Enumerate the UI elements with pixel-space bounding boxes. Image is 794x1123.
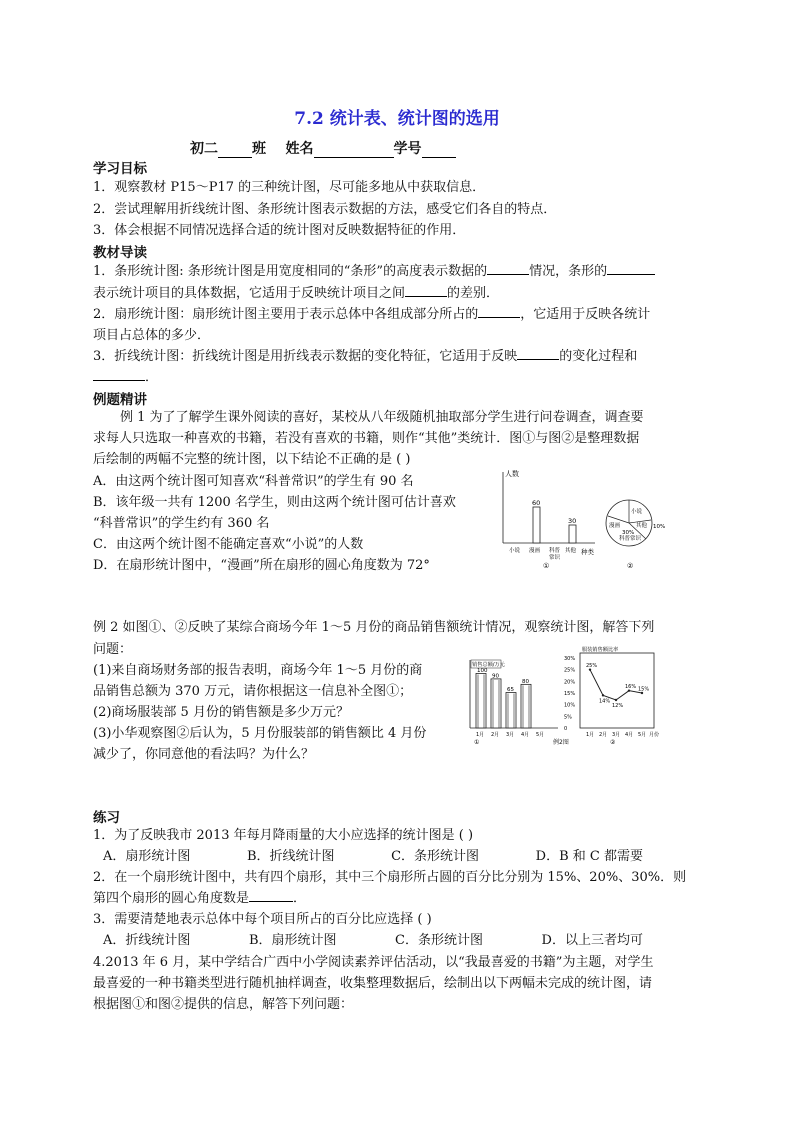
answer-blank [93,368,145,381]
category-label: 科普 [549,548,561,554]
y-tick-label: 25% [564,667,576,674]
ex1-bar-figure [493,466,605,570]
ex2-figure-caption: 例2图 [553,739,569,746]
guide-line-1 [93,262,655,281]
data-point [615,699,617,701]
data-label: 15% [638,686,650,693]
category-label: 其他 [565,548,577,554]
category-label: 2月 [599,732,608,738]
option-d: D．以上三者均可 [541,933,643,948]
bar-value-label: 30 [568,517,577,525]
chart-caption: ① [474,739,480,744]
category-label: 3月 [612,732,621,738]
ex1-option-c: C．由这两个统计图不能确定喜欢“小说”的人数 [93,537,364,552]
answer-blank [487,262,529,275]
name-label: 姓名 [285,141,314,157]
option-d: D．B 和 C 都需要 [535,849,643,864]
bar [476,673,486,728]
question-text: 第四个扇形的圆心角度数是 [93,891,250,906]
category-label: 5月 [638,732,647,738]
practice-q2b [93,889,306,908]
bar-value-label: 100 [477,667,488,674]
bar-value-label: 65 [507,687,514,694]
practice-q4a: 4.2013 年 6 月，某中学结合广西中小学阅读素养评估活动，以“我最喜爱的书籍”为主题，对学生 [93,955,654,970]
caption: ① [543,562,550,570]
practice-q2a: 2．在一个扇形统计图中，共有四个扇形，其中三个扇形所占圆的百分比分别为 15%、20%、30%．则 [93,870,687,885]
ex2-q1a: (1)来自商场财务部的报告表明，商场今年 1～5 月份的商 [93,663,423,678]
section-guide: 教材导读 [93,245,147,261]
x-axis-label: 月份 [649,732,660,738]
pie-divider [608,516,629,523]
bar [491,679,501,728]
ex2-q3a: (3)小华观察图②后认为，5 月份服装部的销售额比 4 月份 [93,726,427,741]
y-tick-label: 10% [564,702,576,709]
ex1-line-2: 求每人只选取一种喜欢的书籍，若没有喜欢的书籍，则作“其他”类统计．图①与图②是整理数据 [93,431,640,446]
answer-blank [405,284,447,297]
answer-blank [478,305,520,318]
guide-text: 的差别． [447,286,500,301]
guide-text: 3．折线统计图：折线统计图是用折线表示数据的变化特征，它适用于反映 [93,349,518,364]
guide-text: 情况，条形的 [529,264,608,279]
pie-label: 其他 [636,523,648,529]
category-label: 4月 [521,732,530,738]
guide-line-2 [93,284,499,303]
chart-title: 服装销售额比率 [582,647,619,653]
data-label: 12% [612,703,624,709]
option-c: C．条形统计图 [395,933,483,948]
bar-value-label: 90 [492,673,499,680]
answer-blank [249,889,293,902]
category-label: 1月 [586,732,595,738]
ex1-pie-figure [596,490,676,570]
option-a: A．扇形统计图 [103,849,191,864]
answer-blank [517,347,559,360]
ex1-line-1: 例 1 为了了解学生课外阅读的喜好，某校从八年级随机抽取部分学生进行问卷调查，调查要 [120,410,644,425]
practice-q3: 3．需要清楚地表示总体中每个项目所占的百分比应选择 ( ) [93,912,432,927]
category-label: 2月 [491,732,500,738]
y-tick-label: 20% [564,679,576,686]
practice-q3-options [103,931,643,950]
ex2-line-1: 例 2 如图①、②反映了某综合商场今年 1～5 月份的商品销售额统计情况，观察统计图，解答下列 [93,620,655,635]
section-goals: 学习目标 [93,161,147,177]
id-label: 学号 [393,141,422,157]
category-label: 4月 [625,732,634,738]
bar-value-label: 80 [522,678,529,685]
data-label: 25% [586,663,598,670]
page-title: 7.2 统计表、统计图的选用 [294,109,500,129]
ex2-bar-chart [462,656,562,744]
caption: ② [627,562,634,570]
ex1-option-d: D．在扇形统计图中，“漫画”所在扇形的圆心角度数为 72° [93,558,430,573]
guide-text: 的变化过程和 [559,349,638,364]
guide-text: 表示统计项目的具体数据，它适用于反映统计项目之间 [93,286,406,301]
option-c: C．条形统计图 [391,849,480,864]
option-b: B．扇形统计图 [248,933,337,948]
class-label: 班 [252,141,266,157]
y-tick-label: 30% [564,656,576,662]
pie-label: 科普常识 [619,536,642,542]
y-tick-label: 5% [564,714,572,721]
question-text: ． [293,891,307,906]
option-b: B．折线统计图 [246,849,335,864]
ex1-option-b2: “科普常识”的学生约有 360 名 [93,516,270,531]
goal-1: 1．观察教材 P15～P17 的三种统计图，尽可能多地从中获取信息． [93,180,486,195]
guide-text: 2．扇形统计图：扇形统计图主要用于表示总体中各组成部分所占的 [93,307,479,322]
class-blank [218,143,252,158]
section-examples: 例题精讲 [93,392,147,408]
category-label: 1月 [476,732,485,738]
pie-label: 10% [653,524,666,530]
y-tick-label: 15% [564,691,576,697]
y-tick-label: 0 [564,726,568,732]
bar [569,525,576,543]
data-point [602,694,604,696]
category-label: 3月 [506,732,515,738]
practice-q4b: 最喜爱的一种书籍类型进行随机抽样调查，收集整理数据后，绘制出以下两幅未完成的统计图，请 [93,976,653,991]
name-blank [314,143,394,158]
student-info-line [190,138,456,158]
practice-q1: 1．为了反映我市 2013 年每月降雨量的大小应选择的统计图是 ( ) [93,828,474,843]
bar [533,507,540,543]
category-label: 5月 [536,732,545,738]
guide-line-3 [93,305,650,324]
ex2-line-2: 问题： [93,642,133,657]
option-a: A．折线统计图 [103,933,191,948]
bar [521,684,531,728]
pie-label: 30% [622,530,635,536]
guide-line-5 [93,347,637,366]
pie-label: 漫画 [609,523,621,529]
practice-q1-options [103,847,643,866]
guide-text: ． [145,370,159,385]
guide-text: ，它适用于反映各统计 [520,307,651,322]
id-blank [422,143,456,158]
chart-caption: ② [610,739,616,744]
ylabel: 人数 [505,470,519,478]
section-practice: 练习 [93,810,120,826]
goal-3: 3．体会根据不同情况选择合适的统计图对反映数据特征的作用． [93,223,466,238]
guide-line-4: 项目占总体的多少． [93,328,211,343]
category-label: 小说 [509,548,521,554]
bar-value-label: 60 [532,499,541,507]
bar [506,693,516,728]
guide-line-6 [93,368,158,387]
ex2-line-chart [562,644,667,744]
answer-blank [607,262,655,275]
grade-label: 初二 [190,141,218,157]
ex1-line-3: 后绘制的两幅不完整的统计图，以下结论不正确的是 ( ) [93,452,411,467]
data-label: 16% [625,684,637,691]
xlabel: 种类 [581,548,594,556]
ex2-q1b: 品销售总额为 370 万元，请你根据这一信息补全图①； [93,684,413,699]
category-label: 漫画 [529,548,541,554]
category-label: 常识 [549,555,561,561]
practice-q4c: 根据图①和图②提供的信息，解答下列问题： [93,997,354,1012]
data-label: 14% [599,698,611,705]
ex2-q2: (2)商场服装部 5 月份的销售额是多少万元？ [93,705,349,720]
guide-text: 1．条形统计图: 条形统计图是用宽度相同的“条形”的高度表示数据的 [93,264,488,279]
ex1-option-a: A．由这两个统计图可知喜欢“科普常识”的学生有 90 名 [93,474,414,489]
ex1-option-b1: B．该年级一共有 1200 名学生，则由这两个统计图可估计喜欢 [93,495,456,510]
ex2-q3b: 减少了，你同意他的看法吗？为什么？ [93,747,315,762]
pie-label: 小说 [631,509,643,515]
goal-2: 2．尝试理解用折线统计图、条形统计图表示数据的方法，感受它们各自的特点． [93,202,557,217]
chart-title: 销售总额/万元 [472,662,505,668]
